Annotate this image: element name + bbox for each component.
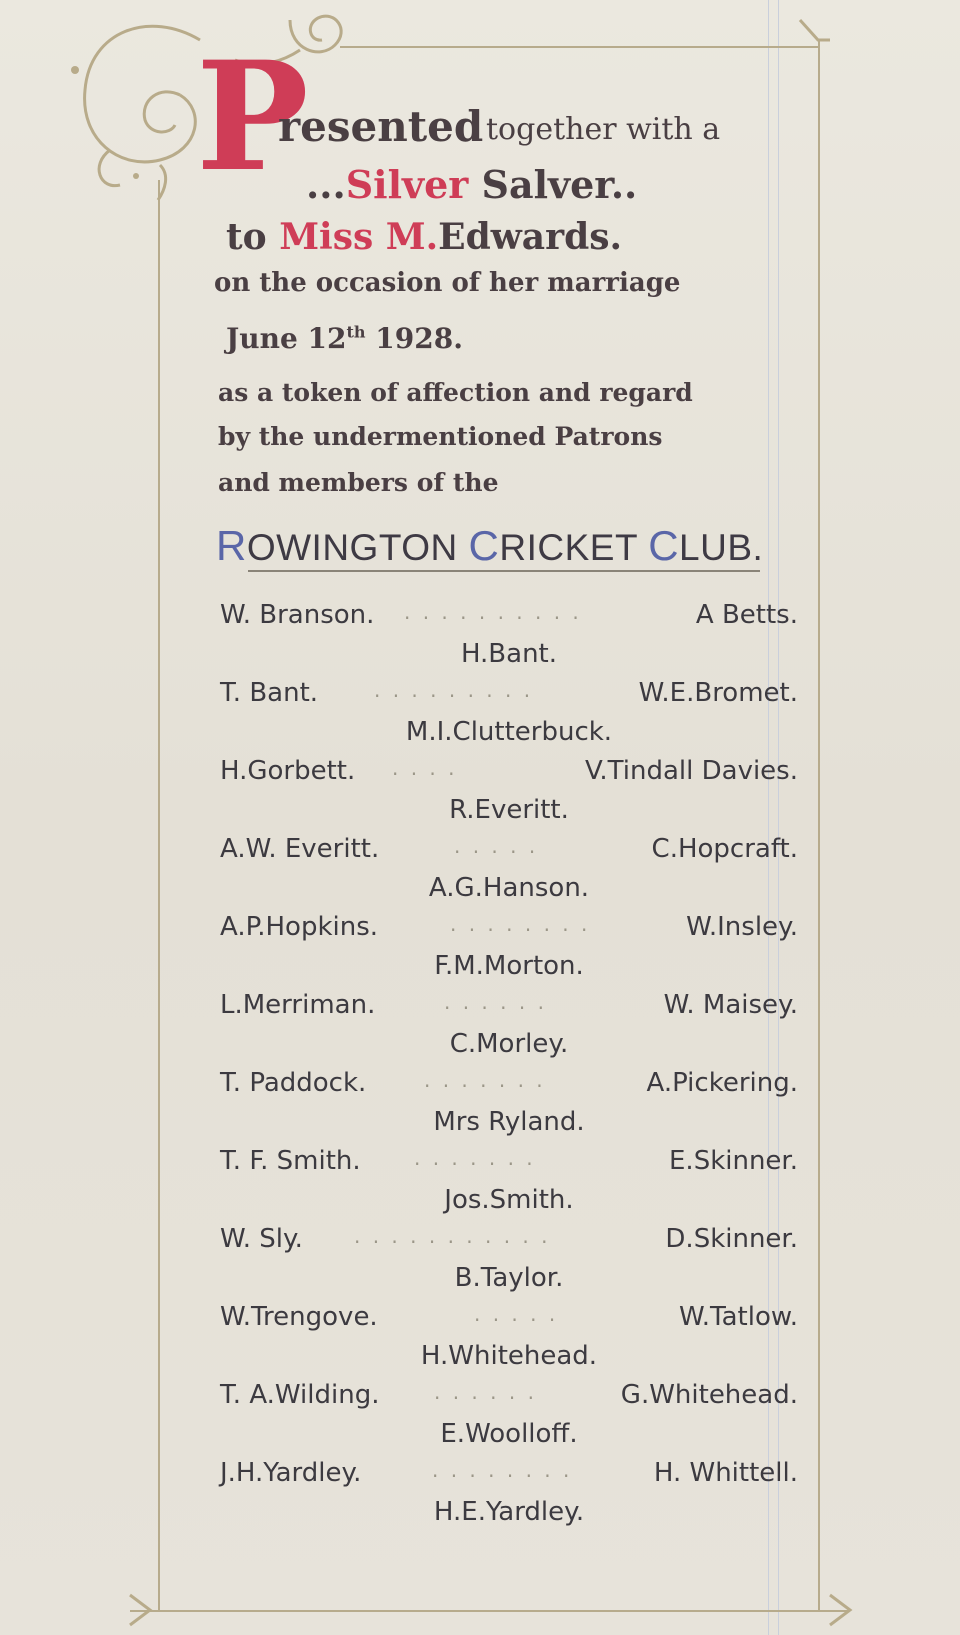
- name-row: [214, 1218, 804, 1257]
- heading-suffix: ..: [610, 162, 638, 207]
- name-row: [214, 789, 804, 828]
- club-letter-r: R: [216, 522, 247, 569]
- name-row: [214, 711, 804, 750]
- name-center: A.G.Hanson.: [428, 873, 590, 903]
- heading-salver: Salver: [481, 162, 611, 207]
- heading-recipient: [226, 216, 622, 258]
- name-left: T. A.Wilding.: [220, 1380, 380, 1410]
- name-center: C.Morley.: [449, 1029, 569, 1059]
- name-center: E.Woolloff.: [440, 1419, 578, 1449]
- heading-token: as a token of affection and regard: [218, 378, 693, 407]
- name-row: [214, 750, 804, 789]
- name-center: Jos.Smith.: [444, 1185, 574, 1215]
- club-letter-c: C: [468, 522, 500, 569]
- name-center: Mrs Ryland.: [433, 1107, 585, 1137]
- heading-together: together with a: [486, 112, 721, 147]
- leader-dots: . . . . . .: [444, 990, 547, 1014]
- drop-cap: P: [196, 29, 309, 205]
- leader-dots: . . . . . . . .: [432, 1458, 573, 1482]
- name-center: M.I.Clutterbuck.: [405, 717, 613, 747]
- date-year: 1928.: [365, 322, 463, 355]
- name-left: W. Branson.: [220, 600, 375, 630]
- leader-dots: . . . . .: [474, 1302, 559, 1326]
- name-left: A.P.Hopkins.: [220, 912, 379, 942]
- heading-prefix: ...: [306, 162, 346, 207]
- name-row: [214, 633, 804, 672]
- name-row: [214, 1374, 804, 1413]
- name-row: [214, 1101, 804, 1140]
- name-left: H.Gorbett.: [220, 756, 356, 786]
- leader-dots: . . . . . . . . . . .: [354, 1224, 551, 1248]
- name-right: A.Pickering.: [646, 1068, 798, 1098]
- name-left: W. Sly.: [220, 1224, 303, 1254]
- name-row: [214, 1179, 804, 1218]
- name-center: B.Taylor.: [454, 1263, 564, 1293]
- heading-miss-name: Miss M.: [279, 216, 439, 258]
- name-row: [214, 867, 804, 906]
- name-left: T. Bant.: [220, 678, 319, 708]
- name-row: [214, 984, 804, 1023]
- club-letter-cl: C: [648, 522, 680, 569]
- name-right: W.Tatlow.: [679, 1302, 798, 1332]
- name-right: A Betts.: [695, 600, 798, 630]
- heading-silver: Silver: [345, 162, 469, 207]
- leader-dots: . . . . . . . . . .: [404, 600, 582, 624]
- leader-dots: . . . . . . . . .: [374, 678, 534, 702]
- name-left: T. Paddock.: [220, 1068, 367, 1098]
- name-center: H.Whitehead.: [420, 1341, 598, 1371]
- club-part-1: OWINGTON: [246, 527, 469, 568]
- leader-dots: . . . . . . .: [414, 1146, 536, 1170]
- name-left: T. F. Smith.: [220, 1146, 361, 1176]
- name-right: W.E.Bromet.: [638, 678, 798, 708]
- date-main: June 12: [226, 322, 347, 355]
- name-row: [214, 1023, 804, 1062]
- leader-dots: . . . .: [392, 756, 458, 780]
- name-center: H.E.Yardley.: [433, 1497, 585, 1527]
- name-row: [214, 672, 804, 711]
- name-left: L.Merriman.: [220, 990, 376, 1020]
- club-underline: [248, 570, 760, 572]
- name-center: H.Bant.: [460, 639, 558, 669]
- club-part-3: LUB.: [679, 527, 764, 568]
- name-right: C.Hopcraft.: [651, 834, 798, 864]
- name-right: H. Whittell.: [653, 1458, 798, 1488]
- heading-date: [226, 322, 463, 355]
- heading-occasion: on the occasion of her marriage: [214, 268, 681, 298]
- name-center: F.M.Morton.: [434, 951, 584, 981]
- name-row: [214, 945, 804, 984]
- date-sup: th: [346, 322, 366, 342]
- name-right: V.Tindall Davies.: [584, 756, 798, 786]
- leader-dots: . . . . .: [454, 834, 539, 858]
- name-right: E.Skinner.: [669, 1146, 798, 1176]
- name-row: [214, 1257, 804, 1296]
- name-right: W.Insley.: [686, 912, 798, 942]
- names-list: [214, 594, 804, 1530]
- name-row: [214, 1452, 804, 1491]
- heading-patrons: by the undermentioned Patrons: [218, 422, 663, 451]
- name-row: [214, 1062, 804, 1101]
- name-right: D.Skinner.: [665, 1224, 798, 1254]
- name-row: [214, 1413, 804, 1452]
- club-name: [216, 522, 763, 570]
- name-left: J.H.Yardley.: [220, 1458, 362, 1488]
- heading-surname: Edwards.: [438, 216, 623, 258]
- heading-presented: resented: [278, 102, 484, 151]
- name-row: [214, 1296, 804, 1335]
- name-left: W.Trengove.: [220, 1302, 378, 1332]
- name-center: R.Everitt.: [449, 795, 569, 825]
- heading-to: to: [226, 216, 267, 258]
- name-row: [214, 1140, 804, 1179]
- leader-dots: . . . . . . .: [424, 1068, 546, 1092]
- name-right: W. Maisey.: [663, 990, 798, 1020]
- leader-dots: . . . . . .: [434, 1380, 537, 1404]
- name-row: [214, 1491, 804, 1530]
- name-row: [214, 594, 804, 633]
- name-row: [214, 906, 804, 945]
- heading-members: and members of the: [218, 468, 499, 497]
- leader-dots: . . . . . . . .: [450, 912, 591, 936]
- club-part-2: RICKET: [499, 527, 649, 568]
- name-row: [214, 828, 804, 867]
- name-right: G.Whitehead.: [620, 1380, 798, 1410]
- name-left: A.W. Everitt.: [220, 834, 380, 864]
- name-row: [214, 1335, 804, 1374]
- heading-silver-salver: [306, 162, 637, 207]
